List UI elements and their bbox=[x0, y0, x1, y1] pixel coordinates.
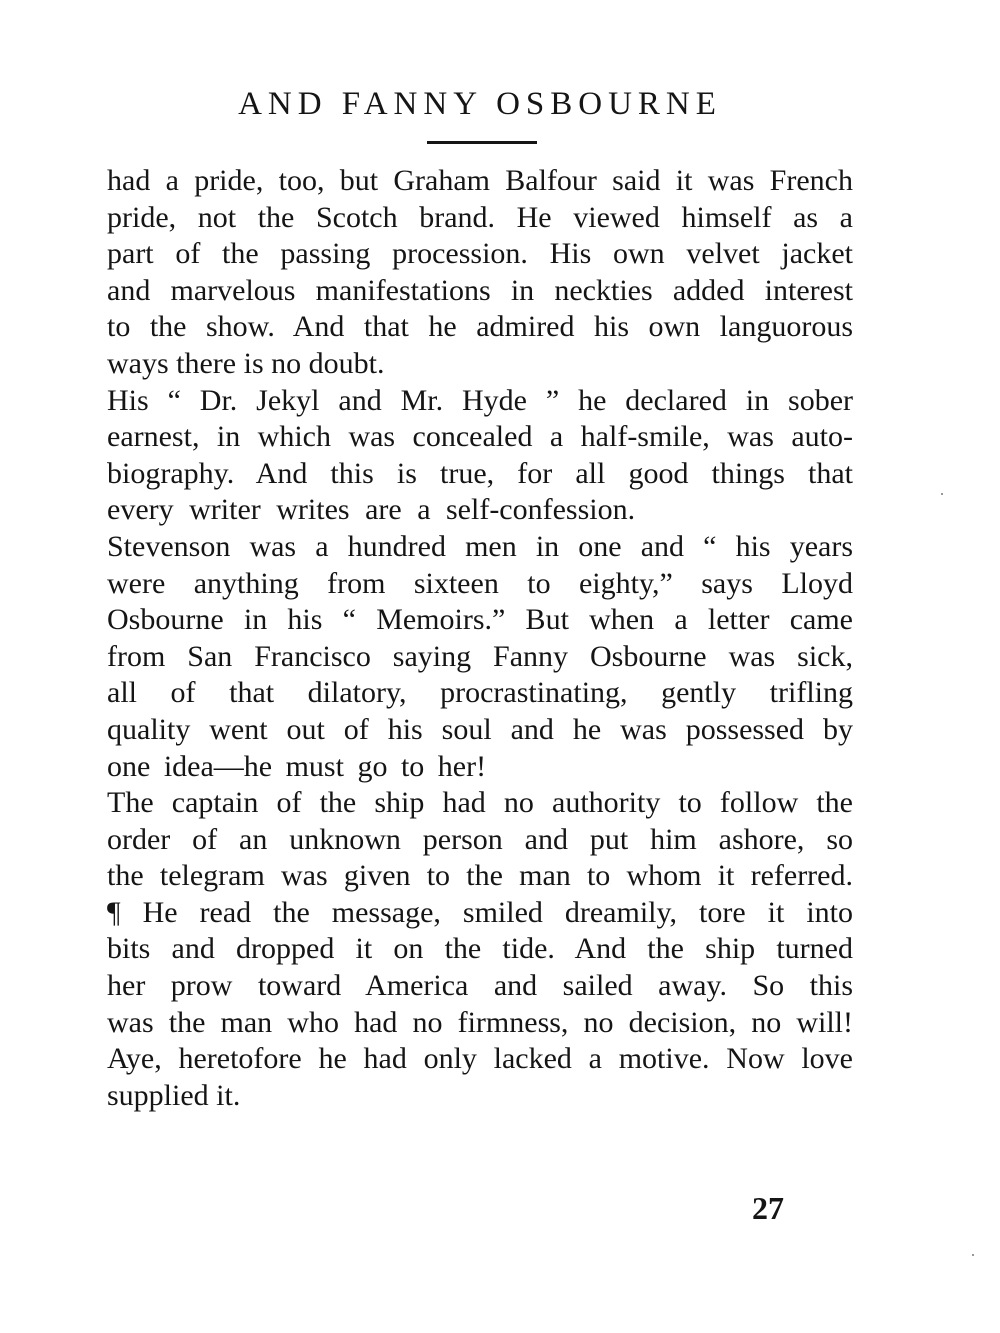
page-number: 27 bbox=[752, 1190, 784, 1226]
text-line: bits and dropped it on the tide. And the ship turned bbox=[107, 932, 853, 966]
text-line: Stevenson was a hundred men in one and “ his years bbox=[107, 529, 853, 563]
text-line: the telegram was given to the man to whom it referred. bbox=[107, 859, 853, 893]
text-line: was the man who had no firmness, no decision, no will! bbox=[107, 1005, 853, 1039]
header-rule bbox=[427, 141, 537, 144]
text-line: from San Francisco saying Fanny Osbourne was sick, bbox=[107, 639, 853, 673]
paper-speck bbox=[972, 1254, 974, 1256]
text-line: pride, not the Scotch brand. He viewed himself as a bbox=[107, 200, 853, 234]
text-line: Osbourne in his “ Memoirs.” But when a letter came bbox=[107, 603, 853, 637]
text-line: order of an unknown person and put him ashore, so bbox=[107, 822, 853, 856]
paragraph-end-line: ways there is no doubt. bbox=[107, 346, 385, 380]
text-line: her prow toward America and sailed away. So this bbox=[107, 969, 853, 1003]
text-line: and marvelous manifestations in neckties added interest bbox=[107, 273, 853, 307]
text-line: had a pride, too, but Graham Balfour said it was French bbox=[107, 164, 853, 197]
text-line: quality went out of his soul and he was possessed by bbox=[107, 712, 853, 746]
paper-speck bbox=[941, 493, 943, 495]
running-head: AND FANNY OSBOURNE bbox=[238, 86, 722, 122]
text-line: were anything from sixteen to eighty,” says Lloyd bbox=[107, 566, 853, 600]
text-line: ¶ He read the message, smiled dreamily, tore it into bbox=[107, 895, 853, 929]
text-line: part of the passing procession. His own velvet jacket bbox=[107, 237, 853, 271]
paragraph-end-line: supplied it. bbox=[107, 1078, 241, 1112]
text-line: to the show. And that he admired his own languorous bbox=[107, 310, 853, 344]
text-line: Aye, heretofore he had only lacked a motive. Now love bbox=[107, 1042, 853, 1076]
text-line: biography. And this is true, for all good things that bbox=[107, 456, 853, 490]
paragraph-end-line: every writer writes are a self-confession. bbox=[107, 493, 636, 527]
paragraph-end-line: one idea—he must go to her! bbox=[107, 749, 487, 783]
body-text bbox=[107, 163, 853, 1114]
text-line: His “ Dr. Jekyl and Mr. Hyde ” he declared in sober bbox=[107, 383, 853, 417]
text-line: earnest, in which was concealed a half-smile, was auto- bbox=[107, 420, 853, 454]
text-line: The captain of the ship had no authority to follow the bbox=[107, 786, 853, 820]
text-line: all of that dilatory, procrastinating, gently trifling bbox=[107, 676, 853, 710]
